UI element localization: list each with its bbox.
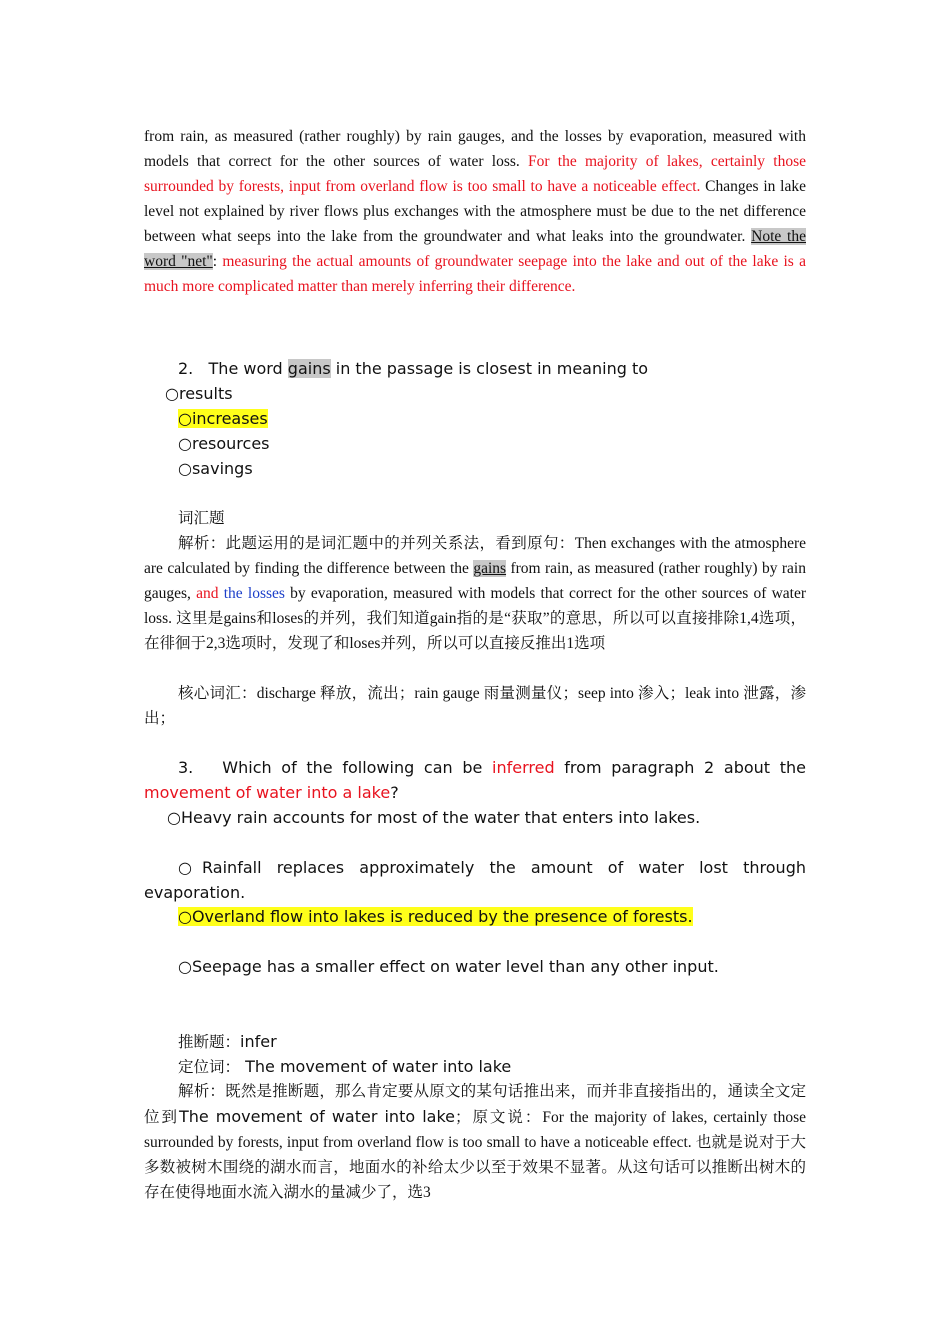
question-2-vocabulary: 核心词汇：discharge 释放，流出；rain gauge 雨量测量仪；seep into 渗入；leak into 泄露，渗出； [144,685,806,727]
option-label: ○Heavy rain accounts for most of the water that enters into lakes. [167,808,701,827]
analysis-and-red: and [196,585,219,602]
question-3-locate [144,1054,840,1080]
question-3-type [144,1029,840,1055]
analysis-losses-blue: the losses [218,585,285,602]
analysis-intro: 解析：既然是推断题，那么肯定要从原文的某句话推出来，而并非直接指出的，通读全文定位到 [144,1083,806,1126]
option-label-correct: ○Overland flow into lakes is reduced by the presence of forests. [178,907,693,926]
analysis-gains-highlight: gains [473,560,507,577]
question-3-analysis [144,1079,806,1205]
question-2-type-label: 词汇题 [178,510,225,527]
question-3-middle: from paragraph 2 about the [554,758,807,777]
question-2-prefix: 2. The word [178,359,288,378]
note-colon: : [212,253,223,270]
question-3-qmark: ? [390,783,399,802]
option-label: ○Rainfall replaces approximately the amount of water lost through evaporation. [144,858,806,902]
question-2-option-3[interactable] [144,431,840,456]
question-2-analysis [144,531,806,656]
passage-highlight-red-2: measuring the actual amounts of groundwater seepage into the lake and out of the lake is a much more complicated matter than merely inferring their difference. [144,253,806,295]
option-label: ○Seepage has a smaller effect on water level than any other input. [178,957,719,976]
option-label: ○savings [178,459,253,478]
option-label-correct: ○increases [178,409,268,428]
question-3-type-label: 推断题： [178,1034,241,1051]
question-3-stem [144,755,806,805]
passage-text-1: from rain, as measured (rather roughly) by rain gauges, and the losses by evaporation, measured with models that correct for the other sources of water loss. [144,128,806,170]
question-2-option-1[interactable] [144,381,827,406]
passage-text-2: Changes in lake level not explained by river flows plus exchanges with the atmosphere must be due to the net difference between what seeps into the lake from the groundwater and what leaks into the groundwater. [144,178,806,245]
question-3-option-2[interactable] [144,855,806,905]
question-3-option-1[interactable] [144,805,829,830]
question-2-option-2[interactable] [144,406,840,431]
analysis-quote-3: by evaporation, measured with models that correct for the other sources of water loss. 这里是gains和loses的并列，我们知道gain指的是“获取”的意思，所以可以直接排除1,4选项，在徘徊于2,3选项时，发现了和loses并列，所以可以直接反推出1选项 [144,585,807,652]
question-3-option-4[interactable] [144,954,840,979]
question-2-suffix: in the passage is closest in meaning to [330,359,649,378]
question-3-prefix: 3. Which of the following can be [178,758,493,777]
option-label: ○resources [178,434,270,453]
passage-paragraph [144,124,806,299]
question-3-movement: movement of water into a lake [144,783,391,802]
analysis-intro: 解析：此题运用的是词汇题中的并列关系法，看到原句： [178,535,575,552]
analysis-quote-2: from rain, as measured (rather roughly) by rain gauges, [144,560,806,602]
note-net-annotation: Note the word "net" [144,228,806,270]
analysis-body: ；原文说：For the majority of lakes, certainly those surrounded by forests, input from overland flow is too small to have a noticeable effect. 也就是说对于大多数被树木围绕的湖水而言，地面水的补给太少以至于效果不显著。从这句话可以推断出树木的存在使得地面水流入湖水的量减少了，选3 [144,1109,806,1201]
analysis-quote-1: Then exchanges with the atmosphere are calculated by finding the difference between the [144,535,806,577]
question-3-option-3[interactable] [144,904,840,929]
question-2-option-4[interactable] [144,456,840,481]
passage-highlight-red-1: For the majority of lakes, certainly those surrounded by forests, input from overland flow is too small to have a noticeable effect. [144,153,806,195]
analysis-locator: The movement of water into lake [178,1107,455,1126]
question-3-inferred: inferred [492,758,555,777]
question-3-locate-label: 定位词： [178,1059,241,1076]
question-2-stem [144,356,806,381]
question-3-type-value: infer [240,1032,277,1051]
question-2-keyword: gains [287,359,331,378]
option-label: ○results [165,384,233,403]
question-3-locate-value: The movement of water into lake [240,1057,512,1076]
